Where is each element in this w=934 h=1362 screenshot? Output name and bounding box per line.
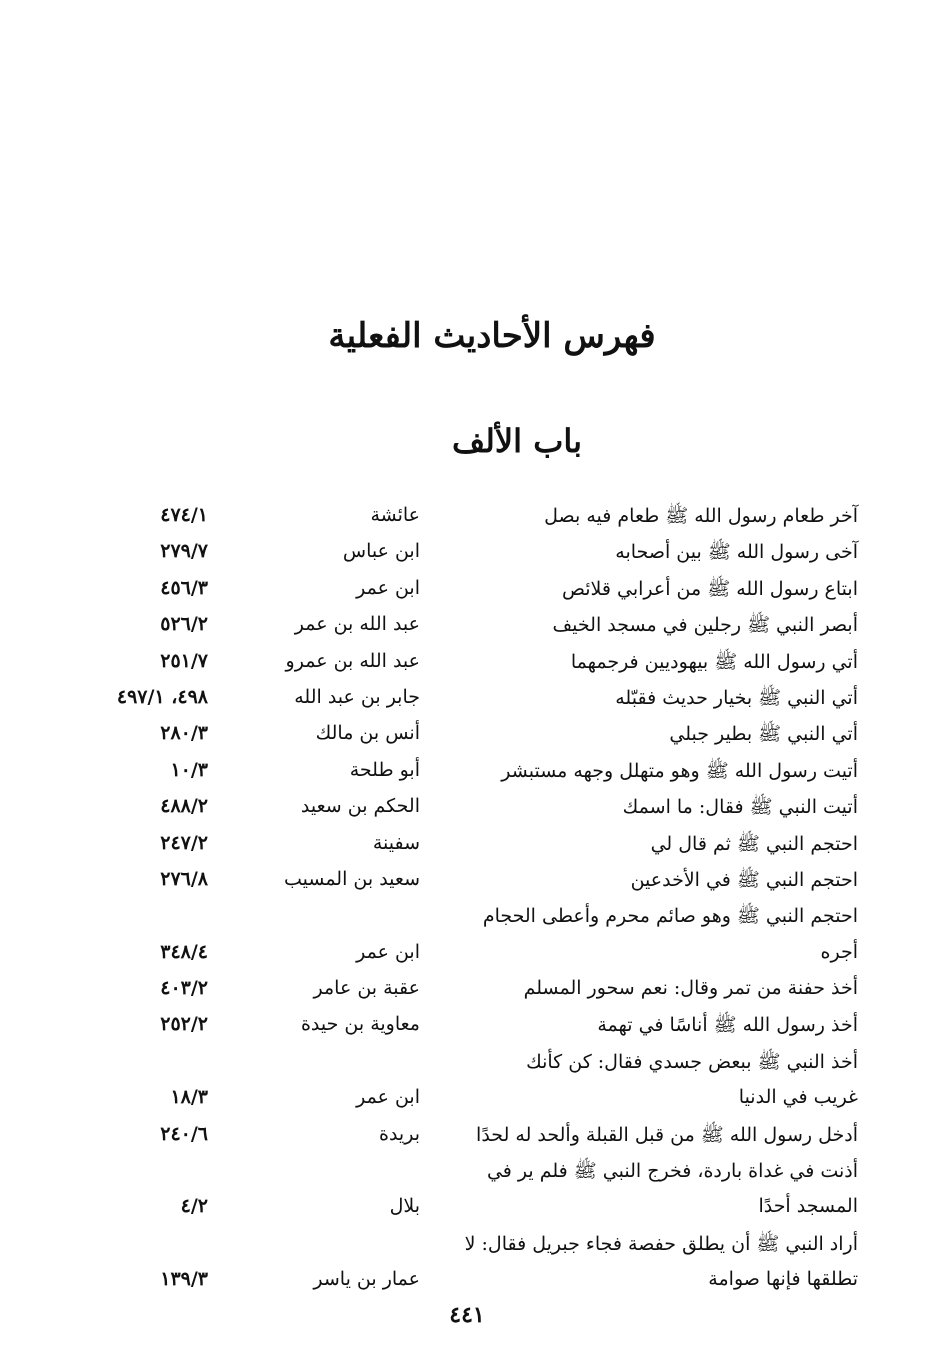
- narrator-name: أنس بن مالك: [315, 722, 420, 745]
- volume-page-ref: ١٠/٣: [170, 758, 208, 781]
- hadith-text: أذنت في غداة باردة، فخرج النبي ﷺ فلم ير في: [486, 1160, 858, 1183]
- index-row: [0, 937, 934, 973]
- hadith-text: أتيت النبي ﷺ فقال: ما اسمك: [622, 796, 858, 819]
- hadith-text: أدخل رسول الله ﷺ من قبل القبلة وألحد له لحدًا: [476, 1123, 858, 1146]
- hadith-text: أخذ حفنة من تمر وقال: نعم سحور المسلم: [523, 977, 858, 1000]
- volume-page-ref: ٢٧٦/٨: [160, 867, 208, 890]
- narrator-name: سفينة: [372, 831, 420, 854]
- index-row: [0, 755, 934, 791]
- index-row: [0, 791, 934, 827]
- section-heading: باب الألف: [452, 422, 582, 460]
- volume-page-ref: ٤/٢: [180, 1195, 208, 1218]
- hadith-text: احتجم النبي ﷺ ثم قال لي: [650, 832, 858, 855]
- index-title: فهرس الأحاديث الفعلية: [328, 316, 656, 356]
- volume-page-ref: ٤٥٦/٣: [160, 576, 208, 599]
- volume-page-ref: ١٨/٣: [170, 1086, 208, 1109]
- narrator-name: ابن عباس: [342, 540, 420, 563]
- hadith-text: آخى رسول الله ﷺ بين أصحابه: [615, 541, 858, 564]
- narrator-name: عمار بن ياسر: [313, 1268, 420, 1291]
- index-row: [0, 1046, 934, 1082]
- hadith-text: أتي النبي ﷺ بخيار حديث فقبّله: [615, 686, 858, 709]
- index-row: [0, 1155, 934, 1191]
- index-row: [0, 1264, 934, 1300]
- hadith-text: غريب في الدنيا: [738, 1086, 858, 1109]
- narrator-name: معاوية بن حيدة: [300, 1013, 420, 1036]
- volume-page-ref: ٢٧٩/٧: [160, 540, 208, 563]
- index-row: [0, 900, 934, 936]
- index-row: [0, 1191, 934, 1227]
- hadith-text: أجره: [820, 940, 858, 963]
- index-row: [0, 1009, 934, 1045]
- hadith-text: تطلقها فإنها صوامة: [708, 1268, 858, 1291]
- narrator-name: جابر بن عبد الله: [294, 685, 420, 708]
- index-row: [0, 1228, 934, 1264]
- index-row: [0, 536, 934, 572]
- narrator-name: عقبة بن عامر: [313, 977, 420, 1000]
- narrator-name: عبد الله بن عمرو: [285, 649, 420, 672]
- hadith-text: أتي النبي ﷺ بطير جبلي: [669, 723, 858, 746]
- index-row: [0, 573, 934, 609]
- hadith-text: أتي رسول الله ﷺ بيهوديين فرجمهما: [570, 650, 858, 673]
- volume-page-ref: ٢٥٢/٢: [160, 1013, 208, 1036]
- index-row: [0, 646, 934, 682]
- index-row: [0, 828, 934, 864]
- volume-page-ref: ٥٢٦/٢: [160, 613, 208, 636]
- index-row: [0, 973, 934, 1009]
- volume-page-ref: ٤٧٤/١: [160, 504, 208, 526]
- page-number: ٤٤١: [449, 1302, 485, 1328]
- hadith-text: المسجد أحدًا: [758, 1195, 858, 1218]
- index-row: [0, 682, 934, 718]
- narrator-name: بلال: [389, 1195, 420, 1218]
- volume-page-ref: ٢٨٠/٣: [160, 722, 208, 745]
- narrator-name: بريدة: [379, 1122, 420, 1145]
- index-row: [0, 609, 934, 645]
- volume-page-ref: ٤٨٨/٢: [160, 795, 208, 818]
- narrator-name: أبو طلحة: [349, 758, 420, 781]
- hadith-text: أبصر النبي ﷺ رجلين في مسجد الخيف: [552, 614, 858, 637]
- index-row: [0, 1082, 934, 1118]
- hadith-text: أخذ النبي ﷺ ببعض جسدي فقال: كن كأنك: [526, 1050, 858, 1073]
- narrator-name: ابن عمر: [356, 1086, 420, 1109]
- index-row: [0, 864, 934, 900]
- volume-page-ref: ٣٤٨/٤: [160, 940, 208, 963]
- volume-page-ref: ٢٤٠/٦: [160, 1122, 208, 1145]
- volume-page-ref: ١٣٩/٣: [160, 1268, 208, 1291]
- narrator-name: عبد الله بن عمر: [294, 613, 420, 636]
- narrator-name: ابن عمر: [356, 940, 420, 963]
- volume-page-ref: ٤٩٨، ٤٩٧/١: [116, 685, 208, 708]
- hadith-text: ابتاع رسول الله ﷺ من أعرابي قلائص: [561, 577, 858, 600]
- narrator-name: سعيد بن المسيب: [283, 867, 420, 890]
- narrator-name: عائشة: [370, 504, 420, 526]
- index-entries: [0, 500, 934, 1301]
- narrator-name: الحكم بن سعيد: [300, 795, 420, 818]
- index-row: [0, 500, 934, 536]
- index-row: [0, 1119, 934, 1155]
- index-row: [0, 718, 934, 754]
- hadith-text: أتيت رسول الله ﷺ وهو متهلل وجهه مستبشر: [501, 759, 858, 782]
- hadith-text: احتجم النبي ﷺ وهو صائم محرم وأعطى الحجام: [482, 905, 858, 928]
- volume-page-ref: ٤٠٣/٢: [160, 977, 208, 1000]
- narrator-name: ابن عمر: [356, 576, 420, 599]
- hadith-text: أراد النبي ﷺ أن يطلق حفصة فجاء جبريل فقال: لا: [464, 1232, 858, 1255]
- hadith-text: أخذ رسول الله ﷺ أناسًا في تهمة: [597, 1014, 858, 1037]
- volume-page-ref: ٢٤٧/٢: [160, 831, 208, 854]
- hadith-text: آخر طعام رسول الله ﷺ طعام فيه بصل: [544, 505, 858, 527]
- hadith-text: احتجم النبي ﷺ في الأخدعين: [630, 868, 858, 891]
- volume-page-ref: ٢٥١/٧: [160, 649, 208, 672]
